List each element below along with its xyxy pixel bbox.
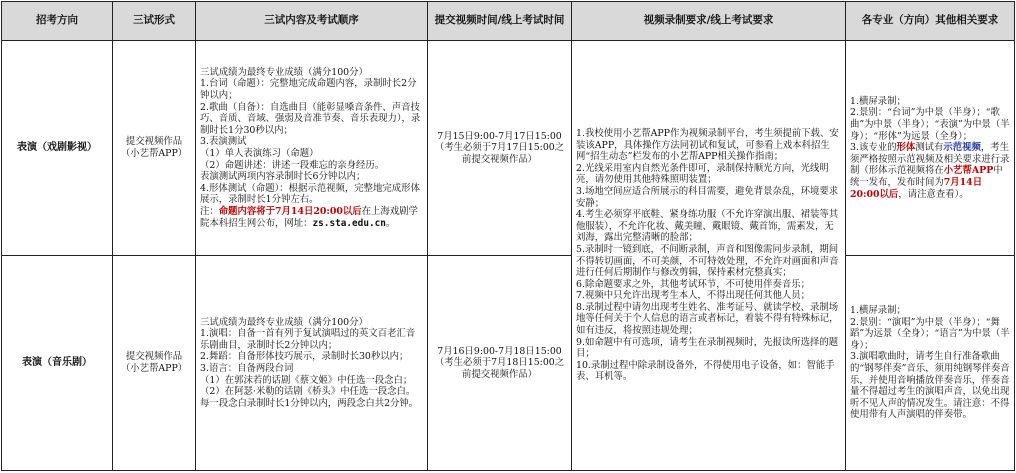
header-direction: 招考方向 — [2, 2, 113, 41]
time-line: 7月16日9:00-7月18日15:00 — [437, 345, 562, 357]
content-line: （1）单人表演练习（命题） — [200, 148, 319, 159]
content-line: 1.台词（命题）：完整地完成命题内容，录制时长2分钟以内； — [200, 78, 417, 102]
other-line: 2.景别：“台词”为中景（半身）；“歌曲”为中景（半身）；“表演”为中景（半身）；“形体”为远景（全身）； — [850, 107, 1010, 142]
header-row — [2, 2, 1015, 41]
form-line: 提交视频作品 — [125, 136, 183, 148]
direction-cell: 表演（戏剧影视） — [2, 41, 113, 256]
header-form: 三试形式 — [113, 2, 196, 41]
content-line: 三试成绩为最终专业成绩（满分100分） — [200, 316, 368, 328]
time-line: 前提交视频作品） — [461, 153, 537, 165]
requirement-item: 1.我校使用小艺帮APP作为视频录制平台，考生须提前下载、安装该APP，具体操作方法同初试和复试，可参看上戏本科招生网“招生动态”栏发布的小艺帮APP相关操作指南； — [576, 127, 839, 163]
time-line: 7月15日9:00-7月17日15:00 — [437, 130, 562, 142]
emphasis-demo-video: 示范视频 — [943, 142, 981, 154]
requirement-item: 2.光线采用室内自然光条件即可，录制保持顺光方向，光线明亮，请勿使用其他特殊照明装置； — [576, 162, 829, 186]
header-time: 提交视频时间/线上考试时间 — [428, 2, 572, 41]
header-requirements: 视频录制要求/线上考试要求 — [572, 2, 846, 41]
header-content: 三试内容及考试顺序 — [196, 2, 428, 41]
requirement-item: 7.视频中只允许出现考生本人，不得出现任何其他人员； — [576, 290, 810, 302]
content-line: 2.舞蹈：自备形体技巧展示，录制时长30秒以内； — [200, 351, 409, 363]
content-line: 4.形体测试（命题）：根据示范视频，完整地完成形体展示，录制时长1分钟左右。 — [200, 182, 420, 206]
other-line: 1.横屏录制； — [850, 95, 906, 107]
note-prefix: 注： — [200, 205, 219, 217]
emphasis-form: 形体 — [896, 142, 916, 154]
admission-table-container — [1, 1, 1014, 471]
content-line: （2）命题讲述：讲述一段难忘的亲身经历。 — [200, 159, 385, 171]
note-line — [200, 206, 423, 229]
direction-cell: 表演（音乐剧） — [2, 256, 113, 471]
other-line: 3.演唱歌曲时，请考生自行准备歌曲的“钢琴伴奏”音乐，须用纯钢琴伴奏音乐，并使用音响播放伴奏音乐，伴奏音量不得超过考生的演唱声音，以免出现听不见人声的情况发生。请注意：不得使用带有人声演唱的伴奏带。 — [850, 351, 1010, 421]
content-line: 2.歌曲（自备）：自选曲目（能彰显嗓音条件、声音技巧、音质、音域、强弱及音准节奏、音乐表现力），录制时长1分30秒以内； — [200, 101, 421, 136]
content-line: 表演测试两项内容录制时长6分钟以内； — [200, 171, 366, 183]
other-text: 测试有 — [915, 142, 944, 154]
content-cell — [196, 41, 428, 256]
content-line: 1.演唱：自备一首有列于复试演唱过的英文百老汇音乐剧曲目，录制时长2分钟以内； — [200, 328, 416, 351]
requirement-item: 10.录制过程中除录制设备外，不得使用电子设备，如：智能手表、耳机等。 — [576, 359, 835, 383]
requirement-item: 3.场地空间应适合所展示的科目需要，避免背景杂乱，环境要求安静； — [576, 185, 839, 209]
other-text: 3.该专业的 — [850, 142, 897, 154]
other-text: ，请注意查看）。 — [898, 188, 969, 200]
other-cell — [846, 256, 1015, 471]
other-cell — [846, 41, 1015, 256]
other-line — [850, 142, 1010, 200]
content-line: （2）在阿瑟·米勒的话剧《桥头》中任选一段念白。每一段念白录制时长1分钟以内，两段念白共2分钟。 — [200, 386, 419, 409]
requirement-item: 9.如命题中有可选项，请考生在录制视频时，先报读所选择的题目； — [576, 336, 839, 360]
requirement-item: 5.录制时一镜到底，不间断录制，声音和图像需同步录制，期间不得转切画面，不可美颜，不可特效处理，不允许对画面和声音进行任何后期制作与修改剪辑，保持素材完整真实； — [576, 243, 839, 279]
form-cell — [113, 256, 196, 471]
form-line: （小艺帮APP） — [120, 148, 188, 159]
time-line: （考生必须于7月18日15:00之 — [434, 357, 565, 369]
note-end: 。 — [385, 217, 396, 229]
content-line: 三试成绩为最终专业成绩（满分100分） — [200, 66, 368, 78]
other-line: 1.横屏录制； — [850, 305, 906, 317]
form-line: （小艺帮APP） — [120, 363, 188, 374]
content-cell — [196, 256, 428, 471]
content-line: 3.表演测试 — [200, 136, 247, 148]
time-line: （考生必须于7月17日15:00之 — [434, 142, 565, 154]
emphasis-release-time: 7月14日20:00以后 — [850, 176, 983, 200]
content-line: 3.语言：自备两段台词 — [200, 363, 294, 374]
other-text: 中统一发布，发布时间为 — [850, 165, 1003, 188]
time-cell — [428, 41, 572, 256]
note-text: 在上海戏剧学院本科招生网公布，网址： — [200, 205, 418, 229]
table-row-musical — [2, 256, 1015, 471]
requirement-item: 4.考生必须穿平底鞋、紧身练功服（不允许穿演出服、裙装等其他服装），不允许化妆、戴美瞳、戴眼镜、戴首饰，需素发，无刘海，露出完整清晰的脸部； — [576, 209, 839, 244]
other-line: 2.景别：“演唱”为中景（半身）；“舞蹈”为远景（全身）；“语言”为中景（半身）； — [850, 316, 1010, 351]
website-link[interactable]: zs.sta.edu.cn — [312, 217, 386, 229]
time-line: 前提交视频作品） — [461, 368, 537, 380]
content-line: （1）在郭沫若的话剧《蔡文姬》中任选一段念白； — [200, 374, 413, 386]
admission-table — [1, 1, 1015, 471]
requirement-item: 6.除命题要求之外，其他考试环节，不可使用伴奏音乐； — [576, 278, 810, 290]
table-row-drama — [2, 41, 1015, 256]
requirements-cell — [572, 41, 846, 471]
form-cell — [113, 41, 196, 256]
requirement-item: 8.录制过程中请勿出现考生姓名、准考证号、就读学校、录制场地等任何关于个人信息的语言或者标记，着装不得有特殊标记，如有违反，将按照违规处理； — [576, 301, 839, 337]
emphasis-app: 小艺帮APP — [943, 165, 994, 177]
time-cell — [428, 256, 572, 471]
form-line: 提交视频作品 — [125, 351, 183, 363]
note-release-time: 命题内容将于7月14日20:00以后 — [218, 205, 362, 217]
header-other: 各专业（方向）其他相关要求 — [846, 2, 1015, 41]
other-text: ，考生须严格按照示范视频及相关要求进行录制（形体示范视频将在 — [850, 142, 1010, 177]
